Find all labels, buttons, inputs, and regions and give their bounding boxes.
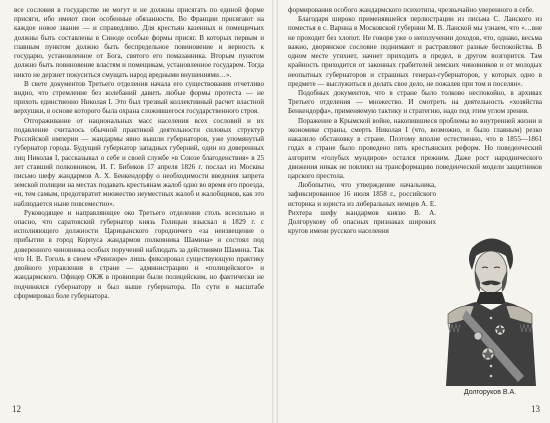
left-paragraph-4: Руководящее и направляющее око Третьего отделения столь всесильно и опасно, что саратовский губернатор князь Голицын взыскал в 1829 г. с исполняющего должности Царицынского городничего «за неизвещение о прибытии в город Корпуса жандармов полковника Шамина» и состоял под доверенного чиновника особых поручений наблюдать за действиями Шамина. Так что Н. В. Гоголь в своем «Ревизоре» лишь фиксировал существующую практику двойного управления в стране — администрацию и «полицейского» и жандармского. Офицер ОКЖ в провинции были полицейским, но фактически не подчинялся губернатору и был выше губернатора. По сути в масштабе сформировал боле губернатора. [14, 208, 264, 300]
right-page [278, 0, 550, 423]
left-paragraph-1: все сословия в государстве не могут и не должны присягать по единой форме присяги, ибо имеют свои особенные обязанности. Во Франции присягают на каждое новое звание — и справедливо. Для крестьян казенных и помещичьих должны быть составлены в Синоде особые формы присяг. В которых первым и главным пунктом должно быть беспредельное повиновение и верность к государю, установленное от Бога, святого его помазанника. Вторым пунктом должно быть повиновение властям и помещикам, установленное государем. Тогда никто не дерзнет покуситься смущать народ вредными внушениями…». [14, 6, 264, 79]
portrait-caption: Долгоруков В.А. [463, 389, 517, 396]
left-paragraph-3: Отгораживание от национальных масс населения всех сословий и их подавление считалось обычной практикой деятельности силовых структур Российской империи — жандармы явно вышли губернаторов, уже упомянутый губернатор города. Будущий губернатор западных губерний, один из доверенных лиц Николая I, рассказывал о себе и своей службе «в Союзе благоденствия» в 25 лет ставший полковником, И. Г. Бибиков 17 апреля 1826 г. послал из Москвы письмо шефу жандармов А. Х. Бенкендорфу о необходимости введения запрета земской полиции на местах подавать крестьянам жалоб одно во время его проезда, «и, тем самым, предотвратит множество неуместных жалоб и жалобщиков, как это наблюдается ныне повсеместно». [14, 116, 264, 208]
left-text-column [14, 6, 264, 301]
portrait-figure [436, 226, 544, 406]
right-paragraph-3: Подобных документов, что в стране было толково неспокойно, в архивах Третьего отделения — множество. И смотреть на деятельность «хозяйства Бенкендорфа», применяемую тактику и стратегию, надо под этим углом зрения. [288, 88, 542, 116]
left-page [0, 0, 272, 423]
right-page-number: 13 [531, 404, 540, 414]
right-paragraph-1: формирования особого жандармского психотипа, чрезвычайно уверенного в себе. [288, 6, 534, 14]
left-page-number: 12 [12, 404, 21, 414]
right-paragraph-2: Благодаря широко применявшейся перлюстрации из письма С. Ланского из поместья в с. Варнна в Московской губернии М. В. Ланской мы узнаем, что «…вне не проходит без хлопот. Не говоря уже о неполучении доходов, что, однако, весьма важно, дворянское сословие поднимают и растравляют разные беспокойства. В одном месте утихнет, начнет приходить в предел, в другом возгорится. Там крайность приходится от законных грабителей земских чиновников и от молодых неопытных губернаторов и страшных генерал-губернаторов, у которых одно в предмете — выслужиться и делать свое дело, не пожалев при том и поселян». [288, 15, 542, 88]
left-paragraph-2: В свете документов Третьего отделения начала его существования отчетливо видно, что стремление без колебаний давить любые формы протеста — не прихоть единственно Николая I. Это был трезвый коллективный расчет властной верхушки, в основе которого была охрана сложившегося государственного строя. [14, 79, 264, 116]
right-text-column [288, 6, 542, 236]
dolgorukov-portrait-image [436, 226, 544, 386]
right-paragraph-4: Поражение в Крымской войне, накопившиеся проблемы во внутренней жизни и экономике страны, смерть Николая I (что, возможно, и было главным) резко накалило обстановку в стране. Поэтому вполне естественно, что в 1855—1861 годах в стране было проведено пять крестьянских реформ. Но поведенческий алгоритм «голубых мундиров» остался прежним. Даже рост народнического движения никак не повлиял на трансформацию поведенческой модели защитников царского престола. [288, 116, 542, 180]
right-paragraph-5: Любопытно, что утверждение начальника, зафиксированное 16 июля 1858 г., российского историка и юриста из либеральных немцев А. Е. Рихтера шефу жандармов князю В. А. Долгорукову об опасных признаках широких кругов имени русского населения [288, 181, 436, 236]
